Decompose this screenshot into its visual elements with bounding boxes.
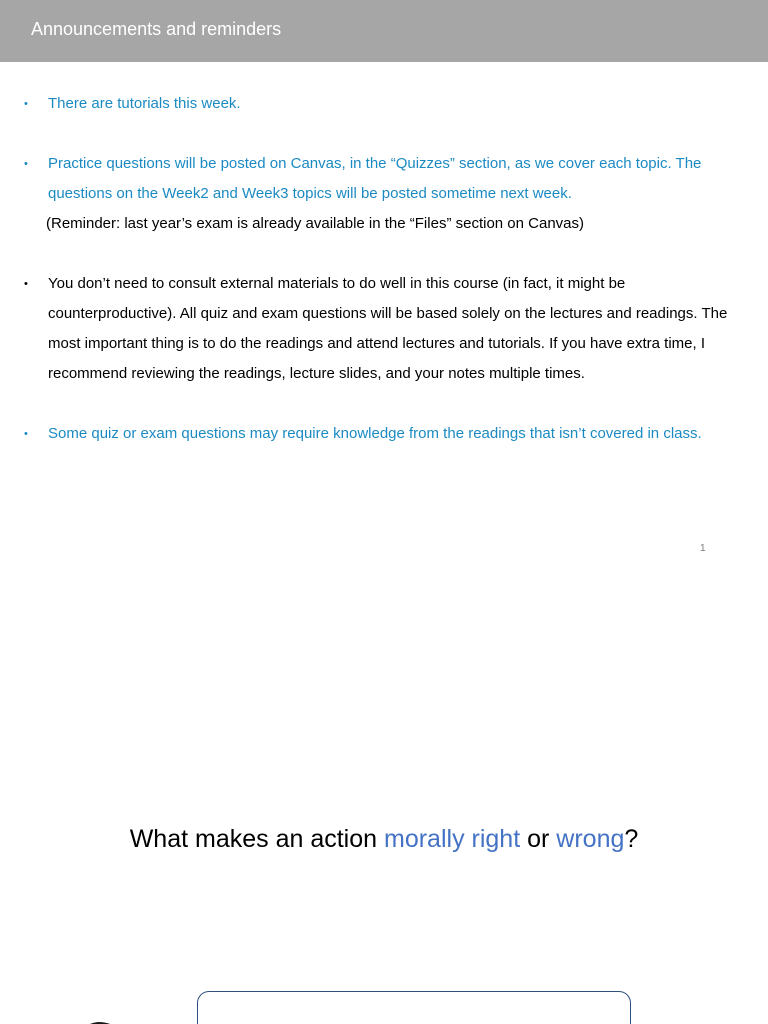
bullet-dot-icon: • xyxy=(24,98,28,110)
framed-text-box xyxy=(197,991,631,1024)
slide-number: 1 xyxy=(700,543,706,554)
bullet-text: You don’t need to consult external materials to do well in this course (in fact, it might be counterproductive). All quiz and exam questions will be based solely on the lectures and readings. The most important thing is to do the readings and attend lectures and tutorials. If you have extra time, I recommend reviewing the readings, lecture slides, and your notes multiple times. xyxy=(48,275,728,382)
question-accent-wrong: wrong xyxy=(556,825,625,853)
bullet-item-external-materials xyxy=(0,269,768,389)
question-accent-right: morally right xyxy=(384,825,521,853)
bullet-item-tutorials xyxy=(0,89,768,119)
slide-header-bar xyxy=(0,0,768,62)
slide-title: Announcements and reminders xyxy=(31,19,282,39)
bullet-item-practice-questions xyxy=(0,149,768,239)
bullet-dot-icon: • xyxy=(24,428,28,440)
bullet-dot-icon: • xyxy=(24,158,28,170)
slide-question xyxy=(0,825,768,854)
bullet-text: There are tutorials this week. xyxy=(48,95,241,112)
bullet-text: Practice questions will be posted on Canvas, in the “Quizzes” section, as we cover each topic. The questions on the Week2 and Week3 topics will be posted sometime next week. xyxy=(48,155,702,202)
slide-moral-question xyxy=(0,575,768,1024)
question-part: or xyxy=(520,825,557,853)
cartoon-figure-icon xyxy=(50,1015,130,1024)
reminder-text: (Reminder: last year’s exam is already available in the “Files” section on Canvas) xyxy=(46,215,585,232)
bullet-item-readings xyxy=(0,419,768,449)
bullet-list xyxy=(0,89,768,479)
question-part: What makes an action xyxy=(129,825,384,853)
question-part: ? xyxy=(624,825,639,853)
bullet-text: Some quiz or exam questions may require knowledge from the readings that isn’t covered in class. xyxy=(48,425,702,442)
bullet-dot-icon: • xyxy=(24,278,28,290)
